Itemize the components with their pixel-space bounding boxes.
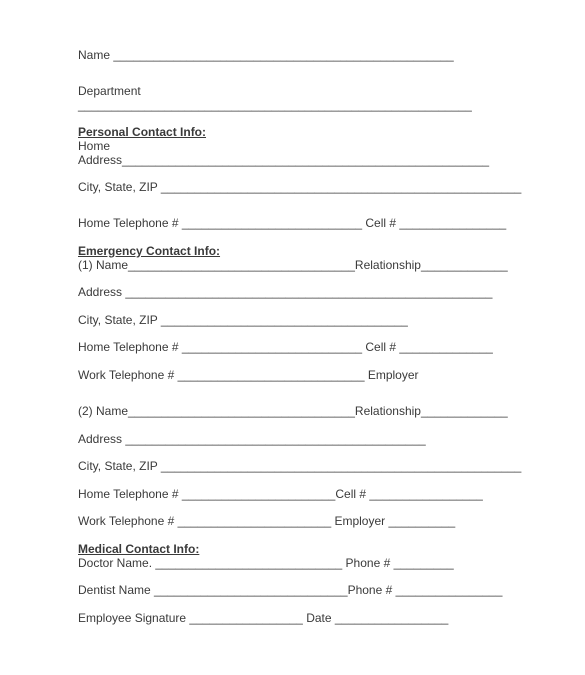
contact-1-home-telephone-field[interactable]: Home Telephone # ___________________________ Cell # ______________: [78, 340, 493, 354]
contact-2-name-field[interactable]: (2) Name__________________________________Relationship_____________: [78, 404, 508, 418]
department-label: Department: [78, 84, 141, 98]
contact-2-city-field[interactable]: City, State, ZIP ______________________________________________________: [78, 459, 522, 473]
home-address-field[interactable]: Address_______________________________________________________: [78, 153, 490, 167]
contact-1-address-field[interactable]: Address _______________________________________________________: [78, 285, 493, 299]
contact-2-work-telephone-field[interactable]: Work Telephone # _______________________ Employer __________: [78, 514, 456, 528]
contact-1-city-field[interactable]: City, State, ZIP _____________________________________: [78, 313, 408, 327]
department-field[interactable]: ___________________________________________________________: [78, 98, 472, 112]
contact-2-home-telephone-field[interactable]: Home Telephone # _______________________Cell # _________________: [78, 487, 483, 501]
home-telephone-field[interactable]: Home Telephone # ___________________________ Cell # ________________: [78, 216, 507, 230]
home-label: Home: [78, 139, 111, 153]
contact-1-work-telephone-field[interactable]: Work Telephone # ____________________________ Employer: [78, 368, 419, 382]
medical-contact-heading: Medical Contact Info:: [78, 542, 200, 556]
dentist-name-field[interactable]: Dentist Name _____________________________Phone # ________________: [78, 583, 503, 597]
city-state-zip-field[interactable]: City, State, ZIP ______________________________________________________: [78, 180, 522, 194]
doctor-name-field[interactable]: Doctor Name. ____________________________ Phone # _________: [78, 556, 454, 570]
personal-contact-heading: Personal Contact Info:: [78, 125, 207, 139]
contact-1-name-field[interactable]: (1) Name__________________________________Relationship_____________: [78, 258, 508, 272]
name-field[interactable]: Name ___________________________________________________: [78, 48, 454, 62]
employee-signature-field[interactable]: Employee Signature _________________ Date _________________: [78, 611, 449, 625]
emergency-contact-heading: Emergency Contact Info:: [78, 244, 221, 258]
contact-2-address-field[interactable]: Address _____________________________________________: [78, 432, 426, 446]
